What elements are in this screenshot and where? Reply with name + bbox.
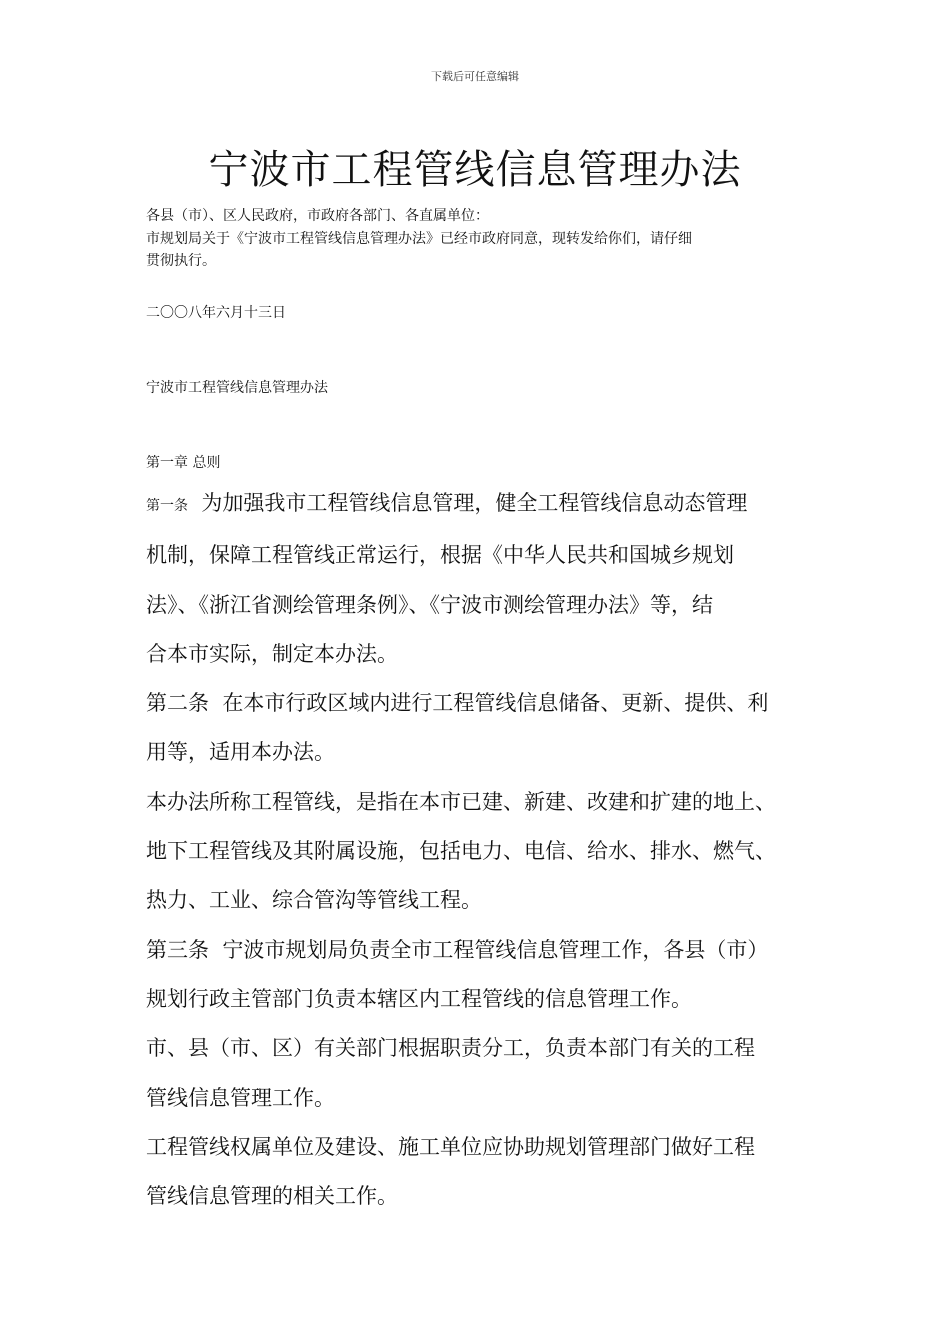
notice-paragraph — [146, 228, 816, 272]
body-line: 合本市实际，制定本办法。 — [146, 641, 398, 666]
body-line: 法》、《浙江省测绘管理条例》、《宁波市测绘管理办法》等，结 — [146, 592, 713, 617]
body-line: 第二条 在本市行政区域内进行工程管线信息储备、更新、提供、利 — [146, 691, 769, 716]
addressee: 各县（市）、区人民政府，市政府各部门、各直属单位： — [146, 208, 489, 224]
body-line: 市、县（市、区）有关部门根据职责分工，负责本部门有关的工程 — [146, 1036, 755, 1061]
body-line: 热力、工业、综合管沟等管线工程。 — [146, 888, 482, 913]
body-line: 工程管线权属单位及建设、施工单位应协助规划管理部门做好工程 — [146, 1134, 755, 1159]
body-line: 规划行政主管部门负责本辖区内工程管线的信息管理工作。 — [146, 986, 692, 1011]
body-line: 管线信息管理工作。 — [146, 1085, 335, 1110]
body-line — [146, 479, 836, 531]
body-line: 管线信息管理的相关工作。 — [146, 1184, 398, 1209]
body-line: 本办法所称工程管线，是指在本市已建、新建、改建和扩建的地上、 — [146, 789, 776, 814]
body-text — [146, 479, 836, 1221]
notice-line: 贯彻执行。 — [146, 253, 216, 269]
document-title: 宁波市工程管线信息管理办法 — [208, 147, 742, 193]
body-line: 地下工程管线及其附属设施，包括电力、电信、给水、排水、燃气、 — [146, 839, 776, 864]
body-line: 第三条 宁波市规划局负责全市工程管线信息管理工作，各县（市） — [146, 937, 769, 962]
body-line-text: 为加强我市工程管线信息管理，健全工程管线信息动态管理 — [188, 491, 748, 515]
document-subtitle: 宁波市工程管线信息管理办法 — [146, 380, 328, 396]
chapter-heading: 第一章 总则 — [146, 455, 221, 471]
notice-line: 市规划局关于《宁波市工程管线信息管理办法》已经市政府同意，现转发给你们，请仔细 — [146, 231, 692, 247]
body-line: 用等，适用本办法。 — [146, 740, 335, 765]
issue-date: 二〇〇八年六月十三日 — [146, 305, 286, 321]
article-1-label: 第一条 — [146, 498, 188, 514]
header-note: 下载后可任意编辑 — [431, 70, 519, 83]
body-line: 机制，保障工程管线正常运行，根据《中华人民共和国城乡规划 — [146, 543, 734, 568]
